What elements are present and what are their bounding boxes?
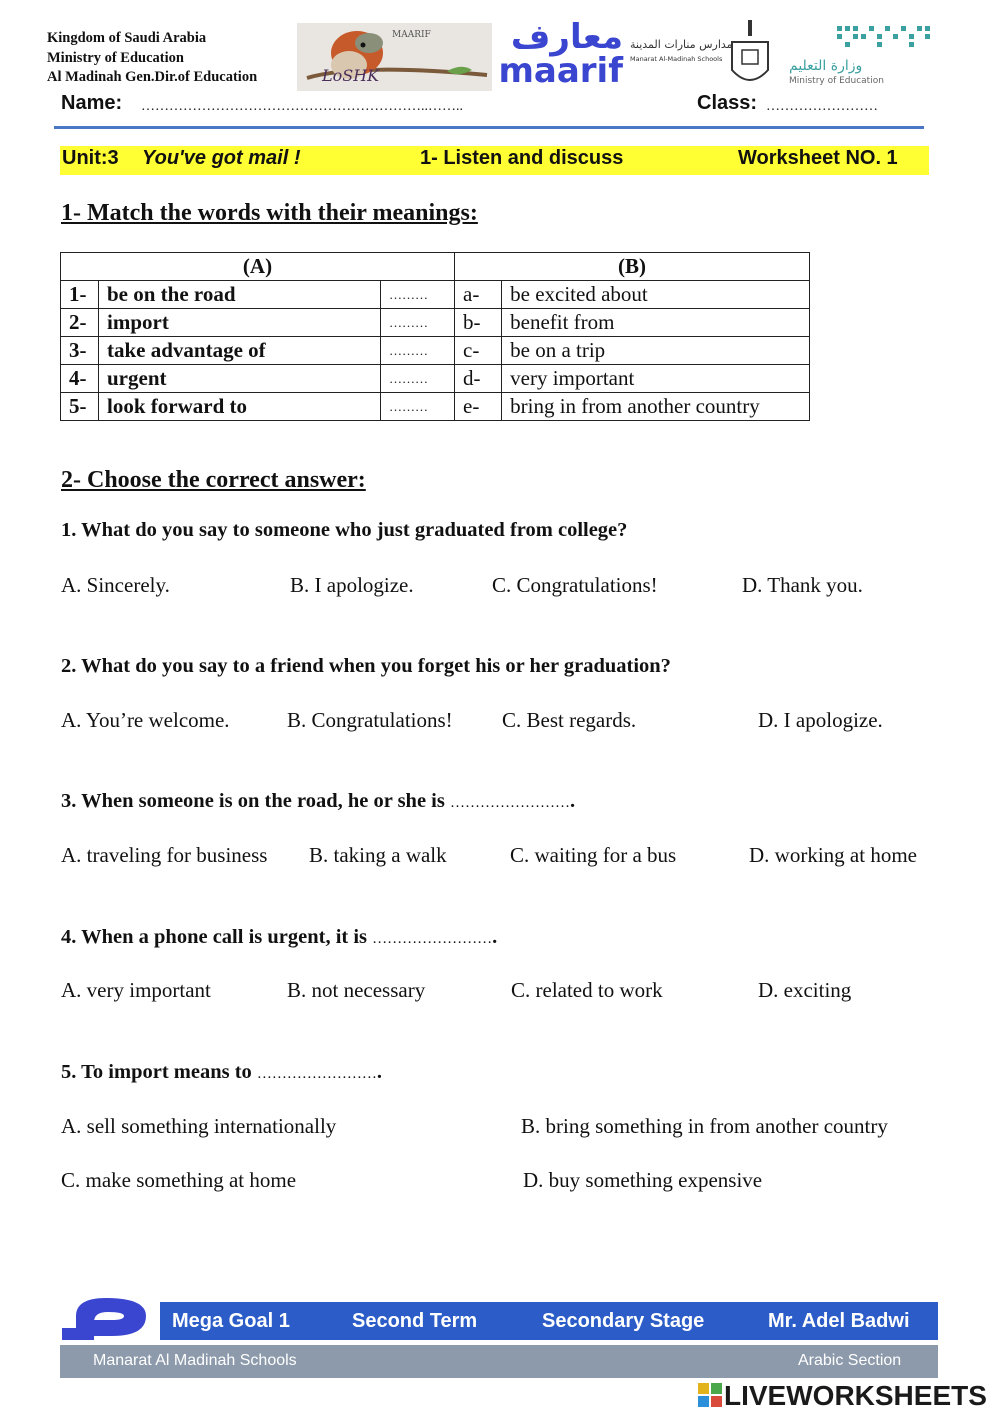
q4-option-a[interactable]: A. very important	[61, 978, 211, 1002]
svg-text:MAARIF: MAARIF	[392, 30, 431, 40]
question-text: 5. To import means to	[61, 1061, 252, 1083]
meaning-letter: a-	[455, 281, 502, 309]
word-cell: urgent	[99, 365, 381, 393]
answer-blank[interactable]: ………	[381, 309, 455, 337]
answer-blank[interactable]: ………	[381, 281, 455, 309]
q2-option-b[interactable]: B. Congratulations!	[287, 708, 453, 732]
name-field[interactable]: ……………………………………………………..……..	[141, 99, 463, 114]
word-cell: import	[99, 309, 381, 337]
answer-blank[interactable]: ……………………	[372, 931, 493, 947]
q3-option-c[interactable]: C. waiting for a bus	[510, 843, 677, 867]
question-5: 5. To import means to …………………….	[61, 1061, 383, 1083]
q5-option-b[interactable]: B. bring something in from another country	[521, 1114, 888, 1138]
moe-logo	[785, 22, 940, 90]
question-3: 3. When someone is on the road, he or she is …………………….	[61, 790, 576, 812]
lesson-title: 1- Listen and discuss	[420, 147, 624, 169]
section-1-title: 1- Match the words with their meanings:	[61, 200, 478, 226]
name-label: Name:	[61, 92, 123, 114]
ministry-line-3: Al Madinah Gen.Dir.of Education	[47, 69, 258, 85]
q2-option-d[interactable]: D. I apologize.	[758, 708, 883, 732]
footer-teacher: Mr. Adel Badwi	[768, 1310, 910, 1332]
q1-option-a[interactable]: A. Sincerely.	[61, 573, 170, 597]
question-text: 2. What do you say to a friend when you forget his or her graduation?	[61, 655, 671, 677]
table-row	[61, 281, 810, 309]
table-row	[61, 309, 810, 337]
q3-option-b[interactable]: B. taking a walk	[309, 843, 447, 867]
header-divider	[54, 126, 924, 129]
word-cell: look forward to	[99, 393, 381, 421]
meaning-letter: d-	[455, 365, 502, 393]
ministry-line-1: Kingdom of Saudi Arabia	[47, 30, 207, 46]
q4-option-b[interactable]: B. not necessary	[287, 978, 426, 1002]
maarif-logo-arabic: معارف	[510, 17, 623, 57]
footer-section: Arabic Section	[798, 1352, 902, 1369]
question-2	[61, 655, 671, 678]
moe-dots-icon	[837, 22, 937, 50]
table-row	[61, 337, 810, 365]
q1-option-c[interactable]: C. Congratulations!	[492, 573, 658, 597]
ministry-header	[47, 29, 257, 88]
meaning-cell: benefit from	[502, 309, 810, 337]
meaning-cell: be on a trip	[502, 337, 810, 365]
school-logo-arabic: مدارس منارات المدينة	[630, 38, 733, 51]
table-row	[61, 365, 810, 393]
question-4: 4. When a phone call is urgent, it is …………………….	[61, 926, 498, 948]
footer-info-bar	[160, 1302, 938, 1340]
word-cell: be on the road	[99, 281, 381, 309]
q5-option-d[interactable]: D. buy something expensive	[523, 1168, 763, 1192]
answer-blank[interactable]: ……………………	[449, 795, 570, 811]
table-row	[61, 393, 810, 421]
row-number: 5-	[61, 393, 99, 421]
q4-option-d[interactable]: D. exciting	[758, 978, 852, 1002]
footer-logo-icon	[62, 1294, 154, 1342]
q4-option-c[interactable]: C. related to work	[511, 978, 663, 1002]
name-class-row	[61, 92, 921, 122]
q5-option-c[interactable]: C. make something at home	[61, 1168, 297, 1192]
worksheet-number: Worksheet NO. 1	[738, 147, 898, 169]
meaning-letter: c-	[455, 337, 502, 365]
question-text: 4. When a phone call is urgent, it is	[61, 926, 368, 948]
matching-table	[60, 252, 810, 421]
answer-blank[interactable]: ……………………	[256, 1066, 377, 1082]
maarif-logo-english: maarif	[498, 51, 623, 91]
q1-option-b[interactable]: B. I apologize.	[290, 573, 414, 597]
q1-option-d[interactable]: D. Thank you.	[742, 573, 863, 597]
row-number: 1-	[61, 281, 99, 309]
row-number: 2-	[61, 309, 99, 337]
footer-term: Second Term	[352, 1310, 478, 1332]
column-a-header: (A)	[61, 253, 455, 281]
question-text: 3. When someone is on the road, he or she is	[61, 790, 445, 812]
ministry-line-2: Ministry of Education	[47, 49, 184, 66]
meaning-letter: b-	[455, 309, 502, 337]
school-logo-english: Manarat Al-Madinah Schools	[630, 55, 723, 63]
moe-logo-arabic: وزارة التعليم	[789, 58, 863, 74]
meaning-cell: be excited about	[502, 281, 810, 309]
footer-school: Manarat Al Madinah Schools	[93, 1352, 297, 1369]
answer-blank[interactable]: ………	[381, 393, 455, 421]
q2-option-a[interactable]: A. You’re welcome.	[61, 708, 230, 732]
bird-logo-image	[297, 23, 492, 91]
footer-book: Mega Goal 1	[172, 1310, 290, 1332]
class-label: Class:	[697, 92, 758, 114]
row-number: 3-	[61, 337, 99, 365]
footer-school-bar	[60, 1345, 938, 1378]
liveworksheets-brand: LIVEWORKSHEETS	[724, 1380, 987, 1411]
q3-option-a[interactable]: A. traveling for business	[61, 843, 268, 867]
answer-blank[interactable]: ………	[381, 337, 455, 365]
svg-text:LoSHK: LoSHK	[322, 66, 380, 85]
section-2-title: 2- Choose the correct answer:	[61, 467, 366, 493]
unit-banner	[60, 146, 929, 175]
meaning-letter: e-	[455, 393, 502, 421]
meaning-cell: very important	[502, 365, 810, 393]
meaning-cell: bring in from another country	[502, 393, 810, 421]
answer-blank[interactable]: ………	[381, 365, 455, 393]
liveworksheets-logo-icon	[698, 1383, 722, 1407]
school-emblem-icon	[728, 20, 772, 90]
row-number: 4-	[61, 365, 99, 393]
moe-logo-english: Ministry of Education	[789, 76, 884, 86]
unit-number: Unit:3	[62, 147, 119, 169]
column-b-header: (B)	[455, 253, 810, 281]
question-text: 1. What do you say to someone who just graduated from college?	[61, 519, 628, 541]
footer-stage: Secondary Stage	[542, 1310, 705, 1332]
question-1	[61, 519, 627, 542]
q3-option-d[interactable]: D. working at home	[749, 843, 917, 867]
class-field[interactable]: ……………………	[766, 99, 878, 114]
school-logo	[628, 20, 776, 92]
matching-table-header	[61, 253, 810, 281]
maarif-logo	[495, 18, 625, 90]
unit-title: You've got mail !	[142, 147, 301, 169]
q2-option-c[interactable]: C. Best regards.	[502, 708, 637, 732]
q5-option-a[interactable]: A. sell something internationally	[61, 1114, 337, 1138]
word-cell: take advantage of	[99, 337, 381, 365]
